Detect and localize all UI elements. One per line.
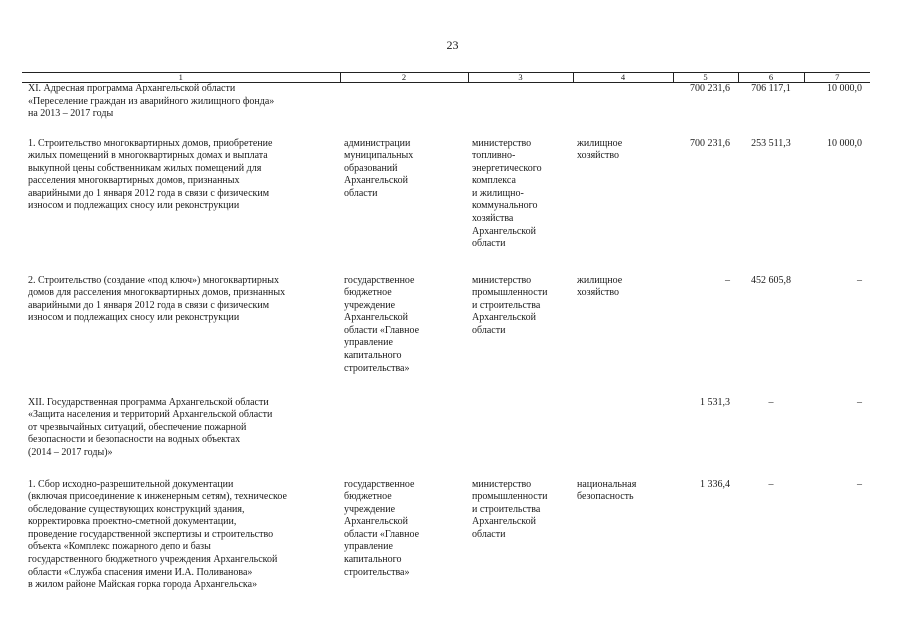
column-number: 2 (340, 73, 468, 83)
column-number: 7 (804, 73, 870, 83)
item-section: жилищное хозяйство (577, 137, 623, 162)
item-value-col5: 700 231,6 (690, 83, 730, 94)
item-value-col7: – (857, 478, 862, 490)
program-table (22, 72, 870, 601)
column-number-row (22, 73, 870, 83)
item-value-col7: – (857, 396, 862, 408)
item-row (22, 275, 870, 397)
column-number: 5 (673, 73, 738, 83)
item-coexecutor (468, 397, 573, 479)
item-row (22, 138, 870, 275)
item-value-col5: 1 336,4 (700, 478, 730, 490)
item-value-col5: – (725, 274, 730, 286)
program-row (22, 397, 870, 479)
item-value-col6: 452 605,8 (751, 274, 791, 286)
column-number: 4 (573, 73, 673, 83)
item-section: жилищное хозяйство (577, 274, 623, 299)
item-value-col5: 1 531,3 (700, 396, 730, 408)
item-name: 1. Сбор исходно-разрешительной документации (включая присоединение к инженерным сетям), техническое обследование существующих конструкций здания, корректировка проектно-сметной документации, проведение государственной экспертизы и строительство объекта «Комплекс пожарного депо и базы государственного бюджетного учреждения Архангельской области «Служба спасения имени И.А. Поливанова» в жилом районе Майская горка города Архангельска» (28, 478, 287, 591)
item-executor: администрации муниципальных образований Архангельской области (344, 137, 414, 199)
column-number: 1 (22, 73, 340, 83)
item-name: XII. Государственная программа Архангельской области «Защита населения и территорий Архангельской области от чрезвычайных ситуаций, обеспечение пожарной безопасности и безопасности на водных объектах (2014 – 2017 годы)» (28, 396, 273, 458)
item-value-col5: 700 231,6 (690, 137, 730, 149)
item-row (22, 479, 870, 601)
column-number: 6 (738, 73, 804, 83)
item-executor (340, 83, 468, 138)
item-value-col6: – (768, 396, 774, 408)
item-executor: государственное бюджетное учреждение Архангельской области «Главное управление капитального строительства» (344, 274, 420, 374)
item-executor: государственное бюджетное учреждение Архангельской области «Главное управление капитального строительства» (344, 478, 420, 578)
item-value-col6: 253 511,3 (751, 137, 791, 149)
item-value-col7: – (857, 274, 862, 286)
item-value-col6: 706 117,1 (751, 83, 791, 94)
column-number: 3 (468, 73, 573, 83)
item-coexecutor: министерство топливно- энергетического комплекса и жилищно- коммунального хозяйства Архангельской области (472, 137, 542, 250)
item-executor (340, 397, 468, 479)
item-value-col7: 10 000,0 (827, 83, 862, 94)
item-value-col6: – (768, 478, 774, 490)
item-coexecutor: министерство промышленности и строительства Архангельской области (472, 274, 548, 336)
item-name: 2. Строительство (создание «под ключ») многоквартирных домов для расселения многоквартирных домов, признанных аварийными до 1 января 2012 года в связи с физическим износом и подлежащих сносу или реконструкции (28, 274, 286, 324)
item-name: XI. Адресная программа Архангельской области «Переселение граждан из аварийного жилищного фонда» на 2013 – 2017 годы (28, 83, 275, 120)
item-name: 1. Строительство многоквартирных домов, приобретение жилых помещений в многоквартирных домах и выплата выкупной цены собственникам жилых помещений для расселения многоквартирных домов, признанных аварийными до 1 января 2012 года в связи с физическим износом и подлежащих сносу или реконструкции (28, 137, 273, 212)
item-section (573, 83, 673, 138)
item-section: национальная безопасность (577, 478, 637, 503)
item-value-col7: 10 000,0 (827, 137, 862, 149)
item-section (573, 397, 673, 479)
item-coexecutor: министерство промышленности и строительства Архангельской области (472, 478, 548, 540)
program-row (22, 83, 870, 138)
item-coexecutor (468, 83, 573, 138)
page-number: 23 (446, 38, 459, 52)
